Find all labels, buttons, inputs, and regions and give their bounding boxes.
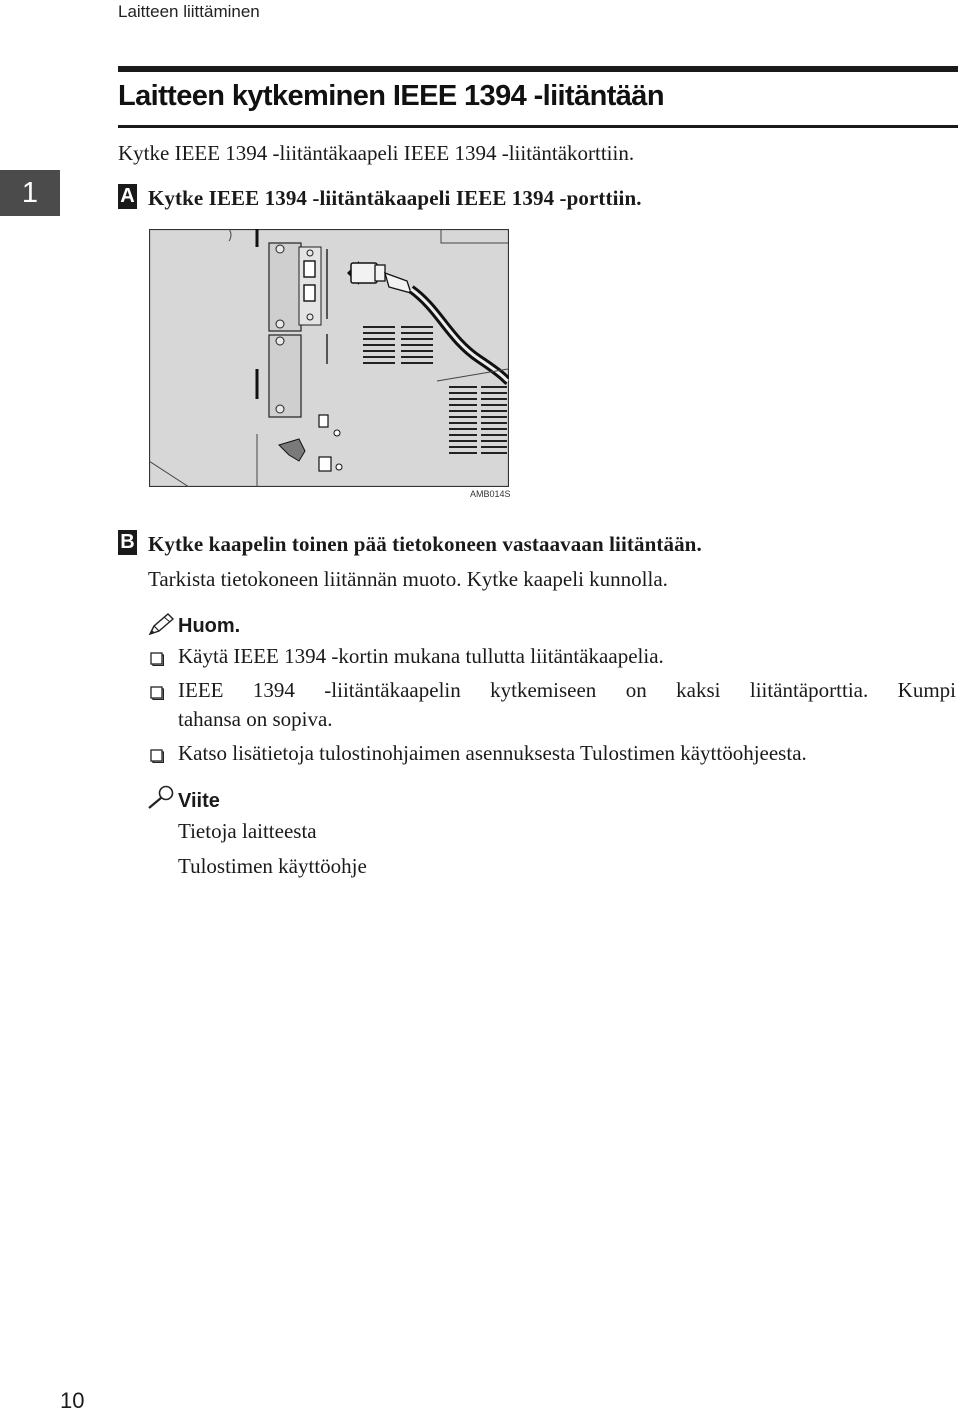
step-number-a: A <box>118 184 137 209</box>
printer-port-illustration <box>149 229 509 487</box>
checkbox-bullet-icon <box>150 686 164 700</box>
section-title: Laitteen kytkeminen IEEE 1394 -liitäntään <box>118 80 664 112</box>
step-number-b: B <box>118 530 137 555</box>
checkbox-bullet-icon <box>150 652 164 666</box>
checkbox-bullet-icon <box>150 749 164 763</box>
note-item-1: Käytä IEEE 1394 -kortin mukana tullutta liitäntäkaapelia. <box>178 644 664 668</box>
step-b-text: Kytke kaapelin toinen pää tietokoneen vastaavaan liitäntään. <box>148 532 702 556</box>
step-b-detail: Tarkista tietokoneen liitännän muoto. Kytke kaapeli kunnolla. <box>148 567 668 591</box>
reference-heading: Viite <box>178 790 220 812</box>
note-item-3: Katso lisätietoja tulostinohjaimen asennuksesta Tulostimen käyttöohjeesta. <box>178 741 807 765</box>
pencil-icon <box>146 612 176 638</box>
note-item-2-line-1: IEEE 1394 -liitäntäkaapelin kytkemiseen on kaksi liitäntäporttia. Kumpi <box>178 678 956 702</box>
title-rule <box>118 125 958 128</box>
intro-text: Kytke IEEE 1394 -liitäntäkaapeli IEEE 1394 -liitäntäkorttiin. <box>118 141 635 165</box>
page-number: 10 <box>60 1388 85 1413</box>
running-header: Laitteen liittäminen <box>118 2 260 21</box>
reference-link-device-info[interactable]: Tietoja laitteesta <box>178 819 317 843</box>
step-a-text: Kytke IEEE 1394 -liitäntäkaapeli IEEE 1394 -porttiin. <box>148 186 642 210</box>
figure-caption: AMB014S <box>470 489 511 499</box>
chapter-tab: 1 <box>0 170 60 216</box>
magnifier-icon <box>146 784 176 810</box>
note-item-2-line-2: tahansa on sopiva. <box>178 707 333 731</box>
header-rule <box>118 66 958 72</box>
reference-link-printer-manual[interactable]: Tulostimen käyttöohje <box>178 854 367 878</box>
note-heading: Huom. <box>178 615 241 637</box>
